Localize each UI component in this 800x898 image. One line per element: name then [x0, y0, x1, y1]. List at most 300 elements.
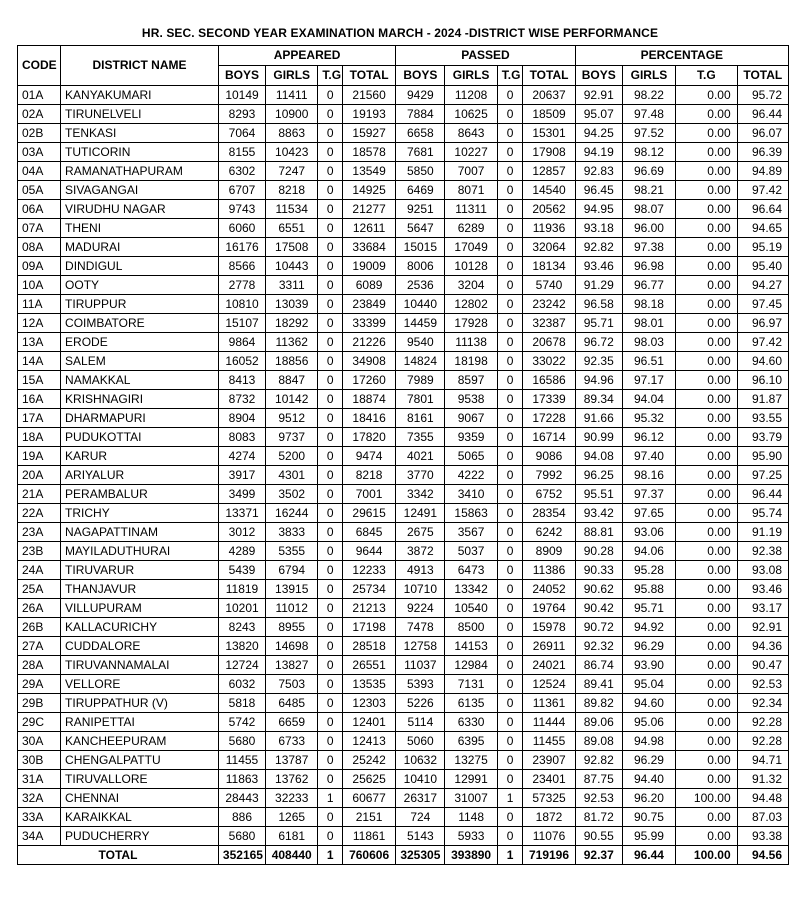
code-cell: 04A — [18, 162, 61, 181]
table-row — [18, 808, 789, 827]
percentage-total-cell: 96.44 — [737, 485, 788, 504]
passed-girls-cell: 1148 — [445, 808, 497, 827]
appeared-total-cell: 17198 — [342, 618, 395, 637]
passed-tg-cell: 0 — [497, 466, 523, 485]
district-name-cell: TRICHY — [61, 504, 219, 523]
appeared-total-cell: 25734 — [342, 580, 395, 599]
passed-boys-cell: 9251 — [396, 200, 445, 219]
appeared-boys-cell: 6060 — [218, 219, 265, 238]
percentage-girls-cell: 98.22 — [622, 86, 675, 105]
percentage-boys-cell: 93.46 — [575, 257, 622, 276]
passed-girls-cell: 7007 — [445, 162, 497, 181]
appeared-girls-cell: 7503 — [266, 675, 318, 694]
code-cell: 14A — [18, 352, 61, 371]
table-row — [18, 561, 789, 580]
passed-total-cell: 12524 — [523, 675, 575, 694]
percentage-boys-cell: 88.81 — [575, 523, 622, 542]
percentage-total-cell: 91.87 — [737, 390, 788, 409]
passed-girls-cell: 3567 — [445, 523, 497, 542]
passed-girls-cell: 6330 — [445, 713, 497, 732]
percentage-tg-cell: 0.00 — [676, 637, 738, 656]
appeared-girls-cell: 13787 — [266, 751, 318, 770]
table-row — [18, 352, 789, 371]
appeared-boys-cell: 8083 — [218, 428, 265, 447]
appeared-boys-cell: 13820 — [218, 637, 265, 656]
appeared-boys-cell: 8904 — [218, 409, 265, 428]
percentage-total-cell: 91.19 — [737, 523, 788, 542]
passed-tg-cell: 0 — [497, 504, 523, 523]
percentage-boys-cell: 92.53 — [575, 789, 622, 808]
district-header: DISTRICT NAME — [61, 46, 219, 86]
appeared-boys-cell: 13371 — [218, 504, 265, 523]
table-row — [18, 143, 789, 162]
percentage-girls-cell: 95.06 — [622, 713, 675, 732]
table-row — [18, 447, 789, 466]
appeared-total-cell: 6845 — [342, 523, 395, 542]
percentage-girls-cell: 94.06 — [622, 542, 675, 561]
table-row — [18, 770, 789, 789]
appeared-girls-cell: 6659 — [266, 713, 318, 732]
percentage-total-cell: 92.28 — [737, 732, 788, 751]
appeared-boys-cell: 8243 — [218, 618, 265, 637]
appeared-boys-cell: 8566 — [218, 257, 265, 276]
appeared-boys-cell: 3012 — [218, 523, 265, 542]
appeared-tg-cell: 0 — [318, 371, 343, 390]
percentage-boys-header: BOYS — [575, 66, 622, 86]
percentage-tg-cell: 0.00 — [676, 333, 738, 352]
percentage-boys-cell: 87.75 — [575, 770, 622, 789]
percentage-tg-cell: 0.00 — [676, 542, 738, 561]
percentage-boys-cell: 91.66 — [575, 409, 622, 428]
appeared-girls-cell: 18292 — [266, 314, 318, 333]
percentage-tg-cell: 0.00 — [676, 561, 738, 580]
district-name-cell: TIRUPPATHUR (V) — [61, 694, 219, 713]
passed-tg-cell: 0 — [497, 276, 523, 295]
district-name-cell: KANCHEEPURAM — [61, 732, 219, 751]
passed-tg-header: T.G — [497, 66, 523, 86]
appeared-girls-cell: 17508 — [266, 238, 318, 257]
appeared-girls-cell: 8863 — [266, 124, 318, 143]
appeared-tg-cell: 0 — [318, 390, 343, 409]
passed-tg-cell: 0 — [497, 542, 523, 561]
table-row — [18, 314, 789, 333]
passed-total-cell: 24052 — [523, 580, 575, 599]
district-name-cell: KANYAKUMARI — [61, 86, 219, 105]
passed-girls-cell: 8597 — [445, 371, 497, 390]
code-cell: 13A — [18, 333, 61, 352]
percentage-boys-cell: 92.83 — [575, 162, 622, 181]
passed-tg-cell: 0 — [497, 390, 523, 409]
percentage-total-cell: 87.03 — [737, 808, 788, 827]
passed-total-cell: 20637 — [523, 86, 575, 105]
table-row — [18, 162, 789, 181]
percentage-total-total-cell: 94.56 — [737, 846, 788, 865]
appeared-total-cell: 8218 — [342, 466, 395, 485]
percentage-total-cell: 91.32 — [737, 770, 788, 789]
district-name-cell: OOTY — [61, 276, 219, 295]
percentage-total-cell: 96.07 — [737, 124, 788, 143]
district-name-cell: ERODE — [61, 333, 219, 352]
appeared-boys-cell: 3499 — [218, 485, 265, 504]
appeared-boys-cell: 5680 — [218, 732, 265, 751]
percentage-boys-cell: 94.19 — [575, 143, 622, 162]
appeared-girls-cell: 6485 — [266, 694, 318, 713]
code-cell: 31A — [18, 770, 61, 789]
appeared-tg-cell: 0 — [318, 504, 343, 523]
appeared-tg-cell: 0 — [318, 561, 343, 580]
percentage-tg-cell: 0.00 — [676, 466, 738, 485]
percentage-boys-cell: 89.34 — [575, 390, 622, 409]
passed-total-header: TOTAL — [523, 66, 575, 86]
appeared-boys-cell: 6707 — [218, 181, 265, 200]
percentage-boys-cell: 92.82 — [575, 238, 622, 257]
passed-tg-cell: 0 — [497, 200, 523, 219]
passed-boys-cell: 5114 — [396, 713, 445, 732]
percentage-girls-cell: 96.20 — [622, 789, 675, 808]
passed-total-cell: 11455 — [523, 732, 575, 751]
appeared-total-cell: 60677 — [342, 789, 395, 808]
percentage-tg-cell: 0.00 — [676, 751, 738, 770]
passed-tg-cell: 0 — [497, 656, 523, 675]
passed-boys-cell: 5393 — [396, 675, 445, 694]
code-cell: 03A — [18, 143, 61, 162]
table-row — [18, 751, 789, 770]
appeared-girls-cell: 11012 — [266, 599, 318, 618]
passed-girls-cell: 6289 — [445, 219, 497, 238]
district-name-cell: PUDUKOTTAI — [61, 428, 219, 447]
appeared-total-cell: 14925 — [342, 181, 395, 200]
table-row — [18, 485, 789, 504]
percentage-tg-cell: 0.00 — [676, 352, 738, 371]
table-row — [18, 276, 789, 295]
passed-tg-cell: 0 — [497, 485, 523, 504]
code-cell: 05A — [18, 181, 61, 200]
passed-boys-cell: 9224 — [396, 599, 445, 618]
percentage-boys-cell: 96.72 — [575, 333, 622, 352]
passed-total-cell: 1872 — [523, 808, 575, 827]
appeared-tg-cell: 0 — [318, 751, 343, 770]
percentage-tg-cell: 0.00 — [676, 694, 738, 713]
appeared-total-cell: 34908 — [342, 352, 395, 371]
district-name-cell: RANIPETTAI — [61, 713, 219, 732]
percentage-boys-cell: 91.29 — [575, 276, 622, 295]
district-name-cell: PUDUCHERRY — [61, 827, 219, 846]
percentage-tg-cell: 0.00 — [676, 713, 738, 732]
table-row — [18, 124, 789, 143]
percentage-boys-cell: 89.41 — [575, 675, 622, 694]
district-name-cell: DINDIGUL — [61, 257, 219, 276]
passed-boys-cell: 3872 — [396, 542, 445, 561]
percentage-tg-cell: 0.00 — [676, 523, 738, 542]
passed-girls-cell: 14153 — [445, 637, 497, 656]
passed-girls-cell: 11138 — [445, 333, 497, 352]
district-name-cell: TIRUNELVELI — [61, 105, 219, 124]
appeared-girls-cell: 11534 — [266, 200, 318, 219]
district-name-cell: MAYILADUTHURAI — [61, 542, 219, 561]
appeared-total-cell: 26551 — [342, 656, 395, 675]
code-cell: 16A — [18, 390, 61, 409]
percentage-total-cell: 92.28 — [737, 713, 788, 732]
passed-boys-cell: 5226 — [396, 694, 445, 713]
passed-total-cell: 5740 — [523, 276, 575, 295]
appeared-boys-cell: 10149 — [218, 86, 265, 105]
passed-tg-cell: 0 — [497, 105, 523, 124]
appeared-girls-cell: 5355 — [266, 542, 318, 561]
appeared-boys-cell: 11455 — [218, 751, 265, 770]
appeared-tg-cell: 0 — [318, 542, 343, 561]
appeared-girls-cell: 1265 — [266, 808, 318, 827]
passed-boys-cell: 7989 — [396, 371, 445, 390]
code-cell: 29A — [18, 675, 61, 694]
percentage-total-cell: 95.74 — [737, 504, 788, 523]
appeared-tg-cell: 0 — [318, 656, 343, 675]
passed-total-cell: 19764 — [523, 599, 575, 618]
code-cell: 15A — [18, 371, 61, 390]
percentage-girls-cell: 96.51 — [622, 352, 675, 371]
page-title: HR. SEC. SECOND YEAR EXAMINATION MARCH - 2024 -DISTRICT WISE PERFORMANCE — [141, 26, 659, 40]
percentage-total-cell: 93.17 — [737, 599, 788, 618]
percentage-tg-cell: 0.00 — [676, 238, 738, 257]
table-row — [18, 257, 789, 276]
passed-total-cell: 16714 — [523, 428, 575, 447]
percentage-boys-cell: 92.82 — [575, 751, 622, 770]
passed-total-cell: 23907 — [523, 751, 575, 770]
percentage-boys-cell: 86.74 — [575, 656, 622, 675]
percentage-total-cell: 93.46 — [737, 580, 788, 599]
appeared-girls-cell: 11411 — [266, 86, 318, 105]
percentage-boys-cell: 96.45 — [575, 181, 622, 200]
passed-girls-cell: 8500 — [445, 618, 497, 637]
district-name-cell: KRISHNAGIRI — [61, 390, 219, 409]
percentage-tg-cell: 0.00 — [676, 808, 738, 827]
appeared-boys-cell: 28443 — [218, 789, 265, 808]
percentage-girls-cell: 90.75 — [622, 808, 675, 827]
passed-total-cell: 8909 — [523, 542, 575, 561]
percentage-total-cell: 94.36 — [737, 637, 788, 656]
passed-tg-cell: 0 — [497, 713, 523, 732]
passed-boys-cell: 7681 — [396, 143, 445, 162]
passed-total-cell: 26911 — [523, 637, 575, 656]
appeared-tg-cell: 0 — [318, 447, 343, 466]
percentage-total-cell: 96.10 — [737, 371, 788, 390]
appeared-total-cell: 18416 — [342, 409, 395, 428]
appeared-boys-cell: 8293 — [218, 105, 265, 124]
percentage-tg-cell: 0.00 — [676, 485, 738, 504]
appeared-tg-cell: 0 — [318, 770, 343, 789]
percentage-girls-cell: 98.18 — [622, 295, 675, 314]
percentage-tg-cell: 0.00 — [676, 86, 738, 105]
passed-girls-cell: 12802 — [445, 295, 497, 314]
percentage-total-cell: 97.42 — [737, 333, 788, 352]
percentage-tg-cell: 0.00 — [676, 162, 738, 181]
code-cell: 29B — [18, 694, 61, 713]
passed-boys-cell: 5647 — [396, 219, 445, 238]
appeared-total-cell: 33684 — [342, 238, 395, 257]
code-cell: 19A — [18, 447, 61, 466]
passed-tg-cell: 0 — [497, 143, 523, 162]
passed-girls-cell: 5037 — [445, 542, 497, 561]
percentage-total-cell: 93.55 — [737, 409, 788, 428]
appeared-total-total-cell: 760606 — [342, 846, 395, 865]
appeared-tg-cell: 0 — [318, 466, 343, 485]
appeared-total-cell: 12611 — [342, 219, 395, 238]
percentage-girls-header: GIRLS — [622, 66, 675, 86]
percentage-tg-cell: 0.00 — [676, 827, 738, 846]
passed-boys-cell: 10710 — [396, 580, 445, 599]
district-name-cell: TIRUPPUR — [61, 295, 219, 314]
code-cell: 02B — [18, 124, 61, 143]
passed-total-cell: 6752 — [523, 485, 575, 504]
appeared-tg-cell: 0 — [318, 333, 343, 352]
passed-boys-cell: 26317 — [396, 789, 445, 808]
passed-tg-cell: 0 — [497, 124, 523, 143]
percentage-boys-cell: 94.96 — [575, 371, 622, 390]
percentage-total-cell: 94.89 — [737, 162, 788, 181]
percentage-boys-cell: 90.62 — [575, 580, 622, 599]
code-cell: 28A — [18, 656, 61, 675]
code-cell: 33A — [18, 808, 61, 827]
passed-girls-header: GIRLS — [445, 66, 497, 86]
passed-boys-cell: 8161 — [396, 409, 445, 428]
passed-tg-cell: 0 — [497, 428, 523, 447]
header-group-row — [18, 46, 789, 66]
appeared-girls-cell: 13762 — [266, 770, 318, 789]
appeared-boys-cell: 4274 — [218, 447, 265, 466]
appeared-girls-cell: 8218 — [266, 181, 318, 200]
percentage-girls-cell: 98.21 — [622, 181, 675, 200]
passed-total-cell: 17908 — [523, 143, 575, 162]
percentage-total-cell: 97.25 — [737, 466, 788, 485]
appeared-total-cell: 18874 — [342, 390, 395, 409]
passed-total-cell: 11444 — [523, 713, 575, 732]
appeared-total-cell: 7001 — [342, 485, 395, 504]
appeared-boys-cell: 8413 — [218, 371, 265, 390]
appeared-girls-cell: 11362 — [266, 333, 318, 352]
appeared-boys-cell: 8155 — [218, 143, 265, 162]
district-name-cell: DHARMAPURI — [61, 409, 219, 428]
passed-boys-cell: 2536 — [396, 276, 445, 295]
passed-girls-cell: 8071 — [445, 181, 497, 200]
passed-total-cell: 11936 — [523, 219, 575, 238]
passed-tg-cell: 0 — [497, 827, 523, 846]
appeared-girls-cell: 9512 — [266, 409, 318, 428]
passed-header: PASSED — [396, 46, 575, 66]
appeared-tg-cell: 0 — [318, 827, 343, 846]
passed-tg-cell: 0 — [497, 675, 523, 694]
percentage-total-cell: 96.44 — [737, 105, 788, 124]
percentage-tg-cell: 0.00 — [676, 181, 738, 200]
code-cell: 26A — [18, 599, 61, 618]
passed-boys-cell: 15015 — [396, 238, 445, 257]
passed-girls-cell: 5065 — [445, 447, 497, 466]
table-row — [18, 219, 789, 238]
passed-tg-cell: 0 — [497, 371, 523, 390]
passed-tg-cell: 0 — [497, 352, 523, 371]
passed-tg-cell: 0 — [497, 219, 523, 238]
passed-girls-cell: 15863 — [445, 504, 497, 523]
percentage-total-cell: 96.97 — [737, 314, 788, 333]
appeared-boys-cell: 2778 — [218, 276, 265, 295]
appeared-tg-cell: 0 — [318, 162, 343, 181]
passed-tg-cell: 0 — [497, 409, 523, 428]
passed-tg-cell: 0 — [497, 808, 523, 827]
district-performance-table — [17, 45, 789, 865]
appeared-total-cell: 25625 — [342, 770, 395, 789]
district-name-cell: TIRUVALLORE — [61, 770, 219, 789]
appeared-tg-cell: 0 — [318, 618, 343, 637]
passed-girls-cell: 6395 — [445, 732, 497, 751]
code-cell: 23A — [18, 523, 61, 542]
passed-girls-cell: 10540 — [445, 599, 497, 618]
code-cell: 08A — [18, 238, 61, 257]
table-row — [18, 105, 789, 124]
appeared-boys-cell: 5818 — [218, 694, 265, 713]
table-row — [18, 333, 789, 352]
appeared-girls-cell: 10900 — [266, 105, 318, 124]
appeared-total-cell: 13549 — [342, 162, 395, 181]
passed-tg-cell: 0 — [497, 580, 523, 599]
percentage-girls-cell: 98.12 — [622, 143, 675, 162]
percentage-total-cell: 92.91 — [737, 618, 788, 637]
percentage-boys-cell: 90.72 — [575, 618, 622, 637]
passed-girls-cell: 18198 — [445, 352, 497, 371]
passed-tg-cell: 0 — [497, 561, 523, 580]
district-name-cell: KARUR — [61, 447, 219, 466]
passed-boys-cell: 9540 — [396, 333, 445, 352]
percentage-boys-cell: 89.82 — [575, 694, 622, 713]
passed-boys-cell: 7355 — [396, 428, 445, 447]
appeared-tg-cell: 0 — [318, 276, 343, 295]
appeared-total-cell: 17260 — [342, 371, 395, 390]
table-row — [18, 86, 789, 105]
code-cell: 30B — [18, 751, 61, 770]
table-header — [18, 46, 789, 86]
table-row — [18, 713, 789, 732]
appeared-total-cell: 28518 — [342, 637, 395, 656]
percentage-total-cell: 92.53 — [737, 675, 788, 694]
table-row — [18, 827, 789, 846]
appeared-tg-cell: 0 — [318, 105, 343, 124]
passed-tg-cell: 0 — [497, 618, 523, 637]
appeared-total-cell: 12233 — [342, 561, 395, 580]
passed-total-cell: 17228 — [523, 409, 575, 428]
percentage-total-cell: 94.48 — [737, 789, 788, 808]
table-row — [18, 466, 789, 485]
passed-girls-cell: 10625 — [445, 105, 497, 124]
appeared-girls-cell: 10443 — [266, 257, 318, 276]
table-row — [18, 599, 789, 618]
table-row — [18, 789, 789, 808]
percentage-boys-cell: 95.71 — [575, 314, 622, 333]
passed-total-cell: 15301 — [523, 124, 575, 143]
percentage-tg-cell: 0.00 — [676, 504, 738, 523]
appeared-tg-cell: 0 — [318, 713, 343, 732]
percentage-girls-total-cell: 96.44 — [622, 846, 675, 865]
passed-boys-cell: 11037 — [396, 656, 445, 675]
percentage-total-cell: 96.39 — [737, 143, 788, 162]
appeared-girls-cell: 13827 — [266, 656, 318, 675]
appeared-total-cell: 12413 — [342, 732, 395, 751]
district-name-cell: RAMANATHAPURAM — [61, 162, 219, 181]
passed-boys-total-cell: 325305 — [396, 846, 445, 865]
appeared-total-cell: 2151 — [342, 808, 395, 827]
appeared-girls-cell: 10423 — [266, 143, 318, 162]
passed-tg-total-cell: 1 — [497, 846, 523, 865]
appeared-tg-cell: 0 — [318, 675, 343, 694]
table-row — [18, 181, 789, 200]
code-cell: 17A — [18, 409, 61, 428]
percentage-boys-cell: 94.95 — [575, 200, 622, 219]
